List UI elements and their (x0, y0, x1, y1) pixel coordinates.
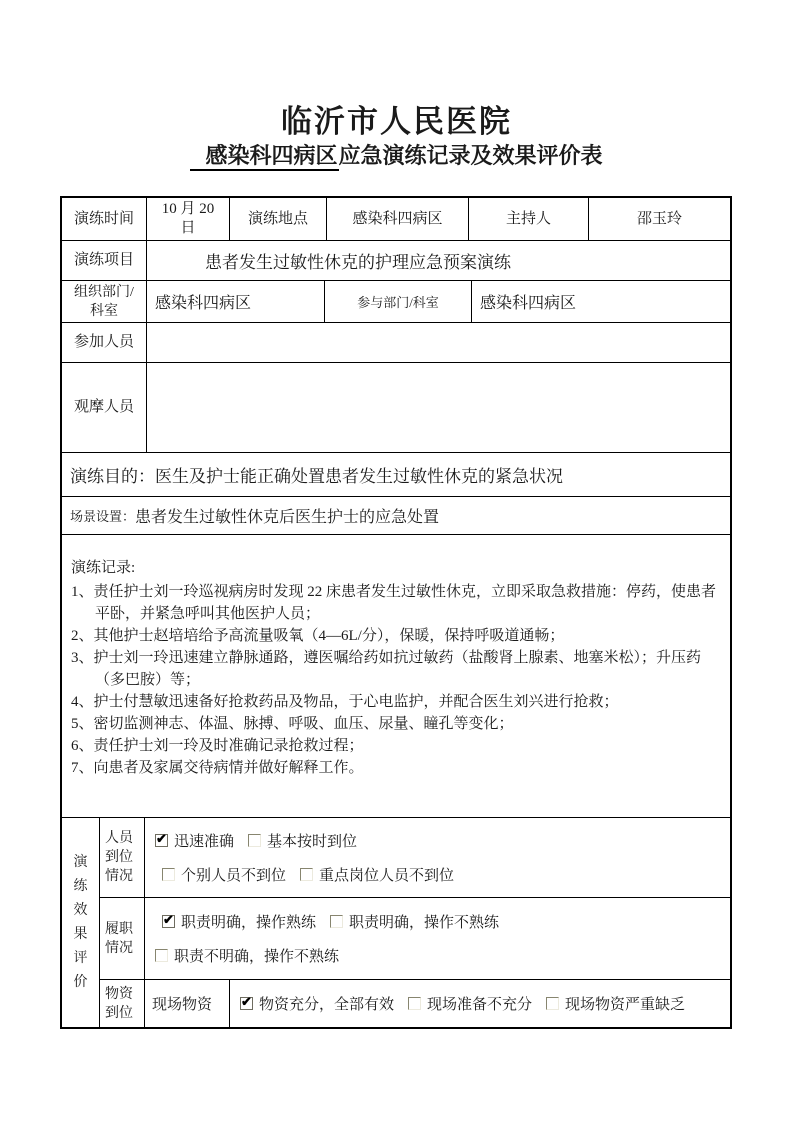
option-label: 职责不明确，操作不熟练 (174, 949, 340, 966)
row-record (62, 535, 730, 818)
participants-label: 参加人员 (62, 323, 147, 362)
join-dept-value: 感染科四病区 (480, 295, 577, 312)
option-duty-clear-skilled (162, 911, 316, 932)
drill-record-table (60, 196, 732, 1029)
page-subtitle (0, 139, 793, 170)
record-block (62, 535, 730, 817)
purpose-text: 医生及护士能正确处置患者发生过敏性休克的紧急状况 (155, 467, 563, 486)
record-item: 2、其他护士赵培培给予高流量吸氧（4—6L/分），保暖，保持呼吸道通畅； (71, 628, 565, 644)
host-label: 主持人 (469, 198, 589, 240)
host-value: 邵玉玲 (636, 210, 682, 227)
checkbox-some-absent[interactable] (162, 868, 175, 881)
option-label: 现场准备不充分 (427, 997, 533, 1013)
checkbox-key-post-absent[interactable] (300, 868, 313, 881)
personnel-line-2 (155, 864, 720, 885)
record-item: 7、向患者及家属交待病情并做好解释工作。 (71, 760, 364, 776)
option-label: 物资充分，全部有效 (259, 997, 395, 1013)
join-dept-label: 参与部门/科室 (325, 281, 472, 322)
supplies-line-1 (240, 993, 720, 1014)
evaluation-row-personnel (100, 818, 730, 898)
evaluation-group-label: 演练效果评价 (73, 854, 88, 990)
option-duty-clear-unskilled (330, 911, 499, 932)
project-value: 患者发生过敏性休克的护理应急预案演练 (205, 253, 511, 272)
option-duty-unclear-unskilled (155, 945, 339, 966)
checkbox-basically-on-time[interactable] (248, 834, 261, 847)
personnel-options (145, 818, 730, 897)
drill-place-label: 演练地点 (230, 198, 327, 240)
row-basic-info (62, 198, 730, 241)
row-purpose (62, 453, 730, 497)
checkbox-duty-clear-unskilled[interactable] (330, 915, 343, 928)
option-supplies-severely-lacking (546, 993, 685, 1014)
option-prep-insufficient (408, 993, 532, 1014)
checkbox-supplies-sufficient[interactable] (240, 997, 253, 1010)
evaluation-group-cell (62, 818, 100, 1027)
page-title: 临沂市人民医院 (281, 104, 512, 139)
record-item: 5、密切监测神志、体温、脉搏、呼吸、血压、尿量、瞳孔等变化； (71, 716, 514, 732)
checkbox-duty-unclear-unskilled[interactable] (155, 949, 168, 962)
option-supplies-sufficient (240, 993, 394, 1014)
personnel-line-1 (155, 830, 720, 851)
row-observers (62, 363, 730, 453)
row-departments (62, 281, 730, 323)
option-label: 迅速准确 (174, 834, 235, 851)
supplies-label: 物资到位 (100, 980, 145, 1027)
evaluation-row-supplies (100, 980, 730, 1027)
participants-value-field[interactable] (147, 323, 730, 362)
option-label: 重点岗位人员不到位 (319, 867, 455, 884)
duty-label: 履职情况 (100, 898, 145, 979)
drill-time-value: 10 月 20 日 (147, 198, 230, 240)
personnel-label: 人员到位情况 (100, 818, 145, 897)
record-label: 演练记录: (71, 560, 136, 576)
record-item: 1、责任护士刘一玲巡视病房时发现 22 床患者发生过敏性休克，立即采取急救措施：停药，使患者平卧，并紧急呼叫其他医护人员； (71, 584, 717, 622)
option-quick-accurate (155, 830, 234, 851)
subtitle-rest: 应急演练记录及效果评价表 (338, 143, 603, 168)
option-label: 职责明确，操作熟练 (181, 914, 317, 931)
purpose-label: 演练目的： (70, 467, 155, 486)
row-project (62, 241, 730, 281)
option-key-post-absent (300, 864, 454, 885)
record-item: 6、责任护士刘一玲及时准确记录抢救过程； (71, 738, 364, 754)
option-label: 个别人员不到位 (181, 867, 287, 884)
checkbox-supplies-severely-lacking[interactable] (546, 997, 559, 1010)
duty-options (145, 898, 730, 979)
supplies-options (230, 980, 730, 1027)
org-dept-label: 组织部门/科室 (62, 281, 147, 322)
onsite-supplies-label: 现场物资 (145, 980, 230, 1027)
option-label: 现场物资严重缺乏 (565, 997, 686, 1013)
option-some-absent (162, 864, 286, 885)
purpose-line (62, 453, 730, 496)
option-label: 基本按时到位 (267, 834, 358, 851)
checkbox-prep-insufficient[interactable] (408, 997, 421, 1010)
evaluation-row-duty (100, 898, 730, 980)
checkbox-duty-clear-skilled[interactable] (162, 915, 175, 928)
observers-value-field[interactable] (147, 363, 730, 452)
duty-line-2 (155, 945, 720, 966)
record-item: 3、护士刘一玲迅速建立静脉通路，遵医嘱给药如抗过敏药（盐酸肾上腺素、地塞米松）；升压药（多巴胺）等； (71, 650, 702, 688)
row-evaluation (62, 818, 730, 1027)
scene-text: 患者发生过敏性休克后医生护士的应急处置 (135, 509, 440, 526)
scene-label: 场景设置： (70, 509, 136, 524)
subtitle-underlined-part: 感染科四病区 (190, 143, 338, 171)
observers-label: 观摩人员 (62, 363, 147, 452)
option-basically-on-time (248, 830, 357, 851)
row-scene (62, 497, 730, 535)
row-participants (62, 323, 730, 363)
scene-line (62, 497, 730, 534)
drill-place-value: 感染科四病区 (327, 198, 469, 240)
record-item: 4、护士付慧敏迅速备好抢救药品及物品，于心电监护，并配合医生刘兴进行抢救； (71, 694, 619, 710)
project-label: 演练项目 (62, 241, 147, 280)
option-label: 职责明确，操作不熟练 (349, 914, 500, 931)
duty-line-1 (155, 911, 720, 932)
record-list (71, 581, 721, 779)
org-dept-value: 感染科四病区 (147, 281, 325, 322)
drill-time-label: 演练时间 (62, 198, 147, 240)
checkbox-quick-accurate[interactable] (155, 834, 168, 847)
